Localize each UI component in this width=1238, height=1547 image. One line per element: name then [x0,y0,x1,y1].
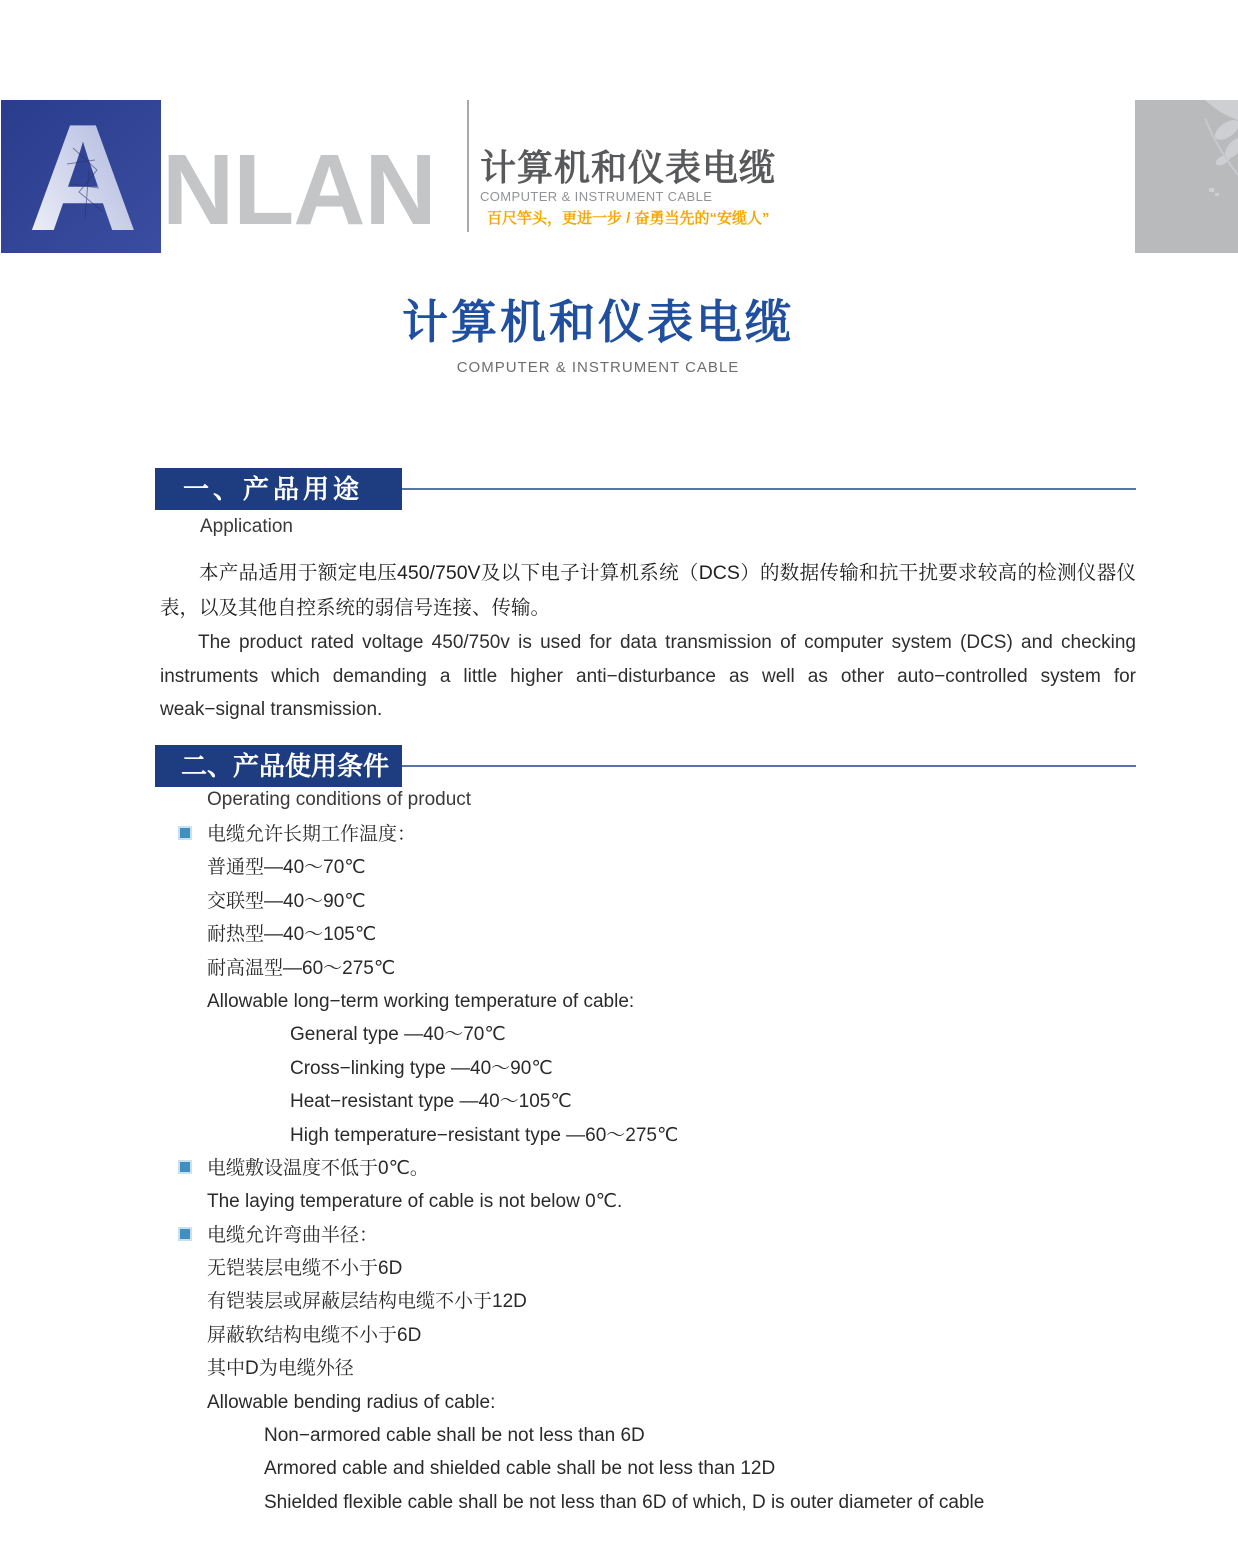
bullet-square-icon [180,1162,190,1172]
condition-line [160,851,1170,884]
page-title-zh: 计算机和仪表电缆 [402,296,794,348]
condition-text: Cross−linking type —40～90℃ [290,1057,553,1079]
application-paragraph-en: The product rated voltage 450/750v is used for data transmission of computer system (DCS) and checking instruments which demanding a little higher anti−disturbance as well as other auto−controlled system for weak−signal transmission. [160,632,1136,720]
condition-line [160,1085,1170,1118]
condition-text: 耐高温型—60～275℃ [207,957,396,979]
header-product-title-zh: 计算机和仪表电缆 [480,147,777,188]
condition-text: Armored cable and shielded cable shall be not less than 12D [264,1458,776,1480]
condition-text: Allowable bending radius of cable: [207,1391,496,1413]
condition-text: 屏蔽软结构电缆不小于6D [207,1324,422,1346]
condition-line [160,1219,1170,1252]
condition-text: 电缆敷设温度不低于0℃。 [207,1157,429,1179]
condition-text: Allowable long−term working temperature of cable: [207,990,635,1012]
condition-line [160,1386,1170,1419]
condition-text: Non−armored cable shall be not less than 6D [264,1425,645,1447]
condition-line [160,1285,1170,1318]
condition-line [160,1252,1170,1285]
condition-line [160,1119,1170,1152]
condition-text: 电缆允许长期工作温度： [207,824,417,845]
anlan-logo-a-mark [1,100,161,253]
section2-heading: 二、产品使用条件 [181,751,390,781]
condition-text: 有铠装层或屏蔽层结构电缆不小于12D [207,1291,527,1313]
header-product-title-en: COMPUTER & INSTRUMENT CABLE [480,189,713,204]
conditions-list [160,818,1170,1519]
condition-text: 其中D为电缆外径 [207,1358,354,1380]
condition-text: 耐热型—40～105℃ [207,924,377,946]
section1-subheading: Application [200,516,293,537]
condition-line [160,1352,1170,1385]
logo-a-icon [1,100,161,253]
condition-line [160,1319,1170,1352]
svg-text:A: A [28,100,138,253]
condition-text: 普通型—40～70℃ [207,857,366,879]
section2-heading-bar [155,745,402,787]
logo-nlan-text: NLAN [162,134,436,246]
section1-heading: 一、产品用途 [183,474,364,504]
condition-line [160,1018,1170,1051]
bullet-square-icon [180,828,190,838]
header-divider [467,100,469,232]
header-slogan: 百尺竿头，更进一步 / 奋勇当先的“安缆人” [487,210,770,227]
condition-line [160,1152,1170,1185]
condition-text: The laying temperature of cable is not below 0℃. [207,1191,623,1213]
condition-line [160,1452,1170,1485]
condition-text: Shielded flexible cable shall be not less than 6D of which, D is outer diameter of cable [264,1491,985,1513]
condition-text: Heat−resistant type —40～105℃ [290,1091,572,1113]
condition-line [160,1052,1170,1085]
condition-text: 交联型—40～90℃ [207,890,366,912]
corner-photo [1135,100,1238,253]
condition-line [160,985,1170,1018]
section2-rule [402,765,1136,767]
leaf-graphic-icon [1135,100,1238,253]
bullet-square-icon [180,1229,190,1239]
condition-line [160,952,1170,985]
page-title-en: COMPUTER & INSTRUMENT CABLE [456,359,740,376]
condition-line [160,885,1170,918]
condition-text: 无铠装层电缆不小于6D [207,1258,403,1280]
condition-line [160,1486,1170,1519]
section1-rule [402,488,1136,490]
condition-line [160,1185,1170,1218]
application-paragraph-zh: 本产品适用于额定电压450/750V及以下电子计算机系统（DCS）的数据传输和抗干扰要求较高的检测仪器仪表，以及其他自控系统的弱信号连接、传输。 [160,562,1136,619]
condition-text: General type —40～70℃ [290,1024,506,1046]
section2-subheading: Operating conditions of product [207,789,472,810]
condition-line [160,918,1170,951]
condition-text: 电缆允许弯曲半径： [207,1224,379,1246]
section1-heading-bar [155,468,402,510]
condition-line [160,1419,1170,1452]
condition-line [160,818,1170,851]
condition-text: High temperature−resistant type —60～275℃ [290,1124,679,1146]
